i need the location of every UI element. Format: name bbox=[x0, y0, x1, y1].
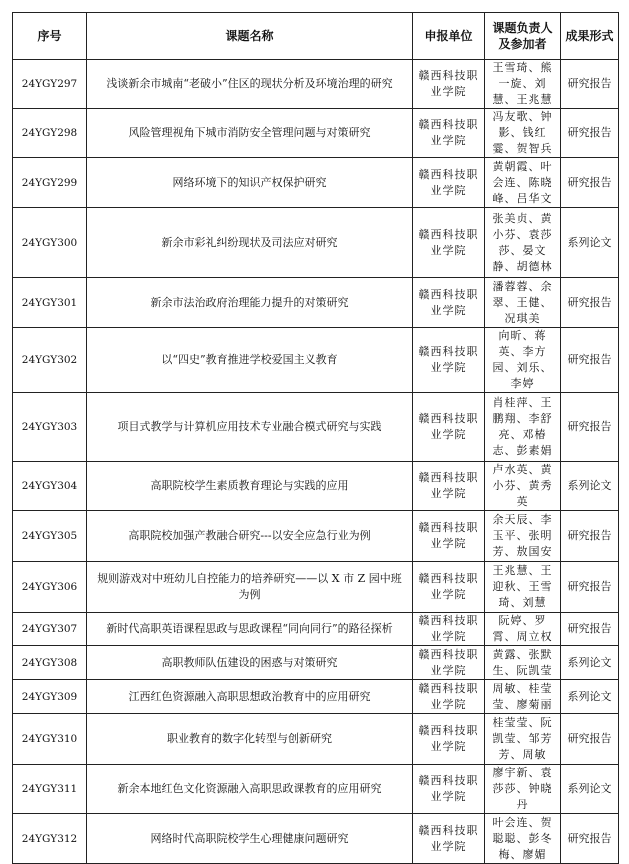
row-members: 阮婷、罗霄、周立权 bbox=[485, 613, 561, 646]
row-title: 新余本地红色文化资源融入高职思政课教育的应用研究 bbox=[87, 765, 413, 814]
row-type: 研究报告 bbox=[561, 109, 619, 158]
row-id: 24YGY298 bbox=[13, 109, 87, 158]
row-id: 24YGY309 bbox=[13, 680, 87, 714]
row-id: 24YGY301 bbox=[13, 278, 87, 328]
row-type: 研究报告 bbox=[561, 60, 619, 109]
row-id: 24YGY303 bbox=[13, 393, 87, 462]
row-members: 周敏、桂莹莹、廖菊丽 bbox=[485, 680, 561, 714]
row-members: 肖桂萍、王鹏翔、李舒亮、邓椿志、彭素娟 bbox=[485, 393, 561, 462]
row-id: 24YGY307 bbox=[13, 613, 87, 646]
row-unit: 赣西科技职业学院 bbox=[413, 714, 485, 765]
table-row bbox=[13, 158, 619, 208]
row-unit: 赣西科技职业学院 bbox=[413, 208, 485, 278]
header-type: 成果形式 bbox=[561, 13, 619, 60]
row-type: 研究报告 bbox=[561, 714, 619, 765]
row-title: 网络时代高职院校学生心理健康问题研究 bbox=[87, 814, 413, 864]
header-members bbox=[485, 13, 561, 60]
table-row bbox=[13, 680, 619, 714]
row-unit: 赣西科技职业学院 bbox=[413, 765, 485, 814]
row-unit: 赣西科技职业学院 bbox=[413, 328, 485, 393]
row-id: 24YGY302 bbox=[13, 328, 87, 393]
table-row bbox=[13, 208, 619, 278]
row-members: 冯友歌、钟影、钱红霎、贺智兵 bbox=[485, 109, 561, 158]
table-row bbox=[13, 60, 619, 109]
table-row bbox=[13, 462, 619, 511]
row-members: 张美贞、黄小芬、袁莎莎、晏文静、胡德林 bbox=[485, 208, 561, 278]
row-type: 研究报告 bbox=[561, 158, 619, 208]
row-id: 24YGY305 bbox=[13, 511, 87, 562]
row-unit: 赣西科技职业学院 bbox=[413, 646, 485, 680]
row-id: 24YGY311 bbox=[13, 765, 87, 814]
table-row bbox=[13, 765, 619, 814]
document-page bbox=[12, 12, 618, 864]
row-title: 高职教师队伍建设的困惑与对策研究 bbox=[87, 646, 413, 680]
table-row bbox=[13, 714, 619, 765]
row-type: 研究报告 bbox=[561, 562, 619, 613]
row-members: 潘蓉蓉、余翠、王健、况琪美 bbox=[485, 278, 561, 328]
row-type: 系列论文 bbox=[561, 765, 619, 814]
header-members-text: 课题负责人 及参加者 bbox=[492, 21, 553, 51]
table-row bbox=[13, 814, 619, 864]
row-members: 桂莹莹、阮凯莹、邹芳芳、周敏 bbox=[485, 714, 561, 765]
row-unit: 赣西科技职业学院 bbox=[413, 613, 485, 646]
row-members: 向昕、蒋英、李方园、刘乐、李婷 bbox=[485, 328, 561, 393]
row-members: 王雪琦、熊一旋、刘慧、王兆慧 bbox=[485, 60, 561, 109]
table-row bbox=[13, 393, 619, 462]
row-type: 系列论文 bbox=[561, 462, 619, 511]
table-row bbox=[13, 613, 619, 646]
row-unit: 赣西科技职业学院 bbox=[413, 511, 485, 562]
row-id: 24YGY310 bbox=[13, 714, 87, 765]
row-unit: 赣西科技职业学院 bbox=[413, 278, 485, 328]
row-title: 江西红色资源融入高职思想政治教育中的应用研究 bbox=[87, 680, 413, 714]
table-row bbox=[13, 562, 619, 613]
row-type: 系列论文 bbox=[561, 646, 619, 680]
row-members: 叶会连、贺聪聪、彭冬梅、廖媚 bbox=[485, 814, 561, 864]
header-id: 序号 bbox=[13, 13, 87, 60]
row-title: 网络环境下的知识产权保护研究 bbox=[87, 158, 413, 208]
table-header-row bbox=[13, 13, 619, 60]
row-title: 新余市法治政府治理能力提升的对策研究 bbox=[87, 278, 413, 328]
row-members: 王兆慧、王迎秋、王雪琦、刘慧 bbox=[485, 562, 561, 613]
row-type: 研究报告 bbox=[561, 511, 619, 562]
row-id: 24YGY308 bbox=[13, 646, 87, 680]
row-unit: 赣西科技职业学院 bbox=[413, 814, 485, 864]
row-type: 系列论文 bbox=[561, 680, 619, 714]
table-row bbox=[13, 328, 619, 393]
header-title: 课题名称 bbox=[87, 13, 413, 60]
row-type: 研究报告 bbox=[561, 393, 619, 462]
row-unit: 赣西科技职业学院 bbox=[413, 462, 485, 511]
row-unit: 赣西科技职业学院 bbox=[413, 109, 485, 158]
row-id: 24YGY299 bbox=[13, 158, 87, 208]
row-members: 黄露、张默生、阮凯莹 bbox=[485, 646, 561, 680]
row-members: 余天辰、李玉平、张明芳、敖国安 bbox=[485, 511, 561, 562]
header-unit: 申报单位 bbox=[413, 13, 485, 60]
row-title: 风险管理视角下城市消防安全管理问题与对策研究 bbox=[87, 109, 413, 158]
row-title: 职业教育的数字化转型与创新研究 bbox=[87, 714, 413, 765]
row-title: 项目式教学与计算机应用技术专业融合模式研究与实践 bbox=[87, 393, 413, 462]
row-members: 卢水英、黄小芬、黄秀英 bbox=[485, 462, 561, 511]
row-id: 24YGY297 bbox=[13, 60, 87, 109]
row-unit: 赣西科技职业学院 bbox=[413, 393, 485, 462]
row-title: 新时代高职英语课程思政与思政课程“同向同行”的路径探析 bbox=[87, 613, 413, 646]
row-title: 以“四史”教育推进学校爱国主义教育 bbox=[87, 328, 413, 393]
row-unit: 赣西科技职业学院 bbox=[413, 158, 485, 208]
row-title: 高职院校加强产教融合研究---以安全应急行业为例 bbox=[87, 511, 413, 562]
row-unit: 赣西科技职业学院 bbox=[413, 562, 485, 613]
row-id: 24YGY312 bbox=[13, 814, 87, 864]
row-type: 系列论文 bbox=[561, 208, 619, 278]
row-members: 黄朝霞、叶会连、陈晓峰、吕华文 bbox=[485, 158, 561, 208]
project-table bbox=[12, 12, 619, 864]
table-row bbox=[13, 511, 619, 562]
row-unit: 赣西科技职业学院 bbox=[413, 680, 485, 714]
row-type: 研究报告 bbox=[561, 613, 619, 646]
row-title: 新余市彩礼纠纷现状及司法应对研究 bbox=[87, 208, 413, 278]
row-type: 研究报告 bbox=[561, 814, 619, 864]
row-members: 廖宇新、袁莎莎、钟晓丹 bbox=[485, 765, 561, 814]
row-title: 浅谈新余市城南“老破小”住区的现状分析及环境治理的研究 bbox=[87, 60, 413, 109]
table-row bbox=[13, 109, 619, 158]
table-row bbox=[13, 646, 619, 680]
table-body bbox=[13, 60, 619, 864]
row-id: 24YGY304 bbox=[13, 462, 87, 511]
row-id: 24YGY300 bbox=[13, 208, 87, 278]
row-type: 研究报告 bbox=[561, 278, 619, 328]
row-title: 规则游戏对中班幼儿自控能力的培养研究——以 X 市 Z 园中班为例 bbox=[87, 562, 413, 613]
row-unit: 赣西科技职业学院 bbox=[413, 60, 485, 109]
row-id: 24YGY306 bbox=[13, 562, 87, 613]
table-row bbox=[13, 278, 619, 328]
row-title: 高职院校学生素质教育理论与实践的应用 bbox=[87, 462, 413, 511]
row-type: 研究报告 bbox=[561, 328, 619, 393]
